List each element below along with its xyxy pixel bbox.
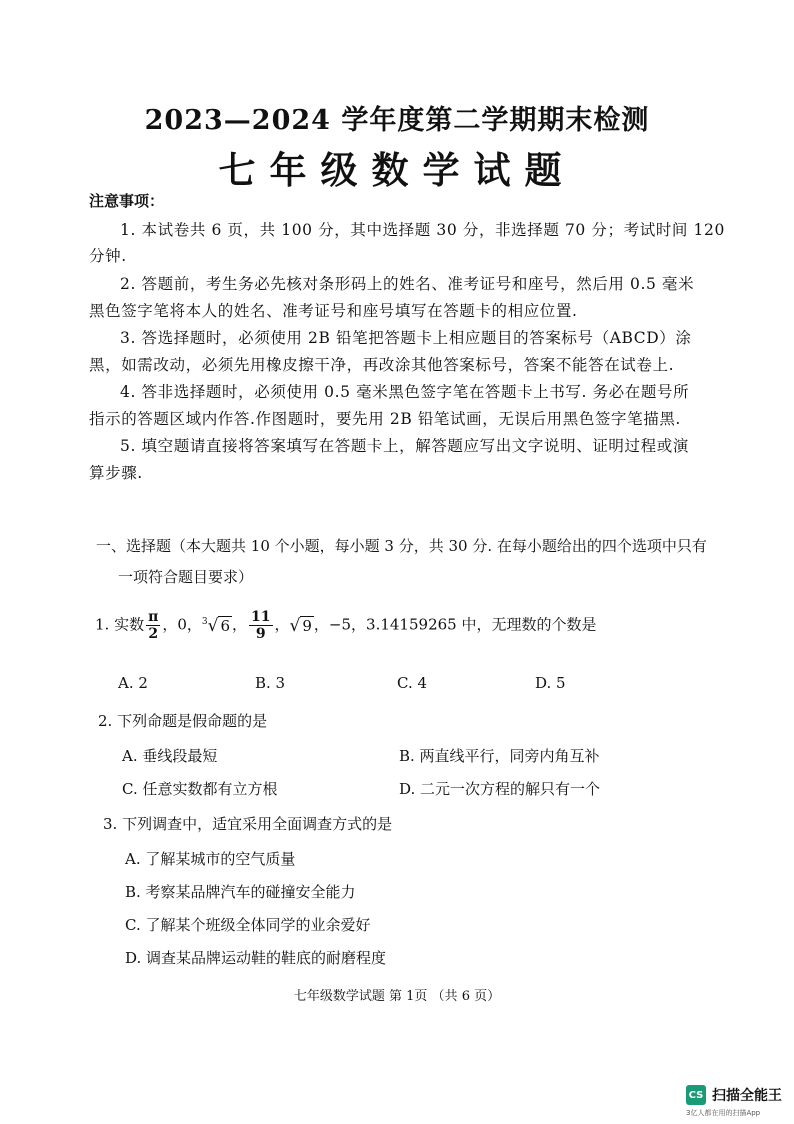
fraction-denominator: 9 [255,626,266,643]
q3-option-b: B. 考察某品牌汽车的碰撞安全能力 [125,883,356,901]
q1-option-b: B. 3 [255,674,286,692]
q1-option-c: C. 4 [397,674,428,692]
q1-prefix: 1. 实数 [95,615,145,634]
q1-suffix: ，−5，3.14159265 中，无理数的个数是 [313,615,597,634]
page-footer: 七年级数学试题 第 1页 （共 6 页） [293,989,501,1004]
q2-option-b: B. 两直线平行，同旁内角互补 [399,747,600,765]
q1-option-d: D. 5 [535,674,566,692]
scanner-watermark [686,1085,782,1105]
notice-line: 3. 答选择题时，必须使用 2B 铅笔把答题卡上相应题目的答案标号（ABCD）涂 [120,329,692,347]
square-root [290,616,314,636]
section-heading: 一、选择题（本大题共 10 个小题，每小题 3 分，共 30 分. 在每小题给出的四个选项中只有 [96,537,707,555]
watermark-name: 扫描全能王 [712,1088,782,1104]
notice-line: 5. 填空题请直接将答案填写在答题卡上，解答题应写出文字说明、证明过程或演 [120,437,689,455]
exam-subject-title: 七年级数学试题 [218,148,576,192]
notice-line: 1. 本试卷共 6 页，共 100 分，其中选择题 30 分，非选择题 70 分；考试时间 120 [120,221,725,239]
notice-line: 黑色签字笔将本人的姓名、准考证号和座号填写在答题卡的相应位置. [89,302,578,320]
q2-option-d: D. 二元一次方程的解只有一个 [399,780,601,798]
fraction-numerator: π [148,609,159,625]
exam-year-title: 2023—2024 学年度第二学期期末检测 [144,105,650,136]
q3-option-d: D. 调查某品牌运动鞋的鞋底的耐磨程度 [125,949,387,967]
pi-over-2-fraction [146,609,160,642]
radical-sign-icon: √ [207,615,219,636]
radical-sign-icon: √ [289,615,301,636]
q2-option-c: C. 任意实数都有立方根 [122,780,278,798]
notice-line: 2. 答题前，考生务必先核对条形码上的姓名、准考证号和座号，然后用 0.5 毫米 [120,275,695,293]
notice-line: 分钟. [89,247,127,265]
radicand: 6 [220,616,231,635]
q1-separator: ，0， [162,615,202,634]
eleven-ninths-fraction [249,609,272,642]
fraction-numerator: 11 [251,609,271,625]
q3-option-c: C. 了解某个班级全体同学的业余爱好 [125,916,371,934]
cube-root [202,616,232,636]
notice-line: 指示的答题区域内作答.作图题时，要先用 2B 铅笔试画，无误后用黑色签字笔描黑. [89,410,681,428]
camscanner-logo-icon: CS [686,1085,706,1105]
radicand: 9 [302,616,312,635]
question-3-stem: 3. 下列调查中，适宜采用全面调查方式的是 [103,815,393,833]
notice-line: 算步骤. [89,464,143,482]
question-1-stem [95,609,596,642]
q1-option-a: A. 2 [118,674,148,692]
section-heading-cont: 一项符合题目要求） [118,568,254,586]
q3-option-a: A. 了解某城市的空气质量 [125,850,296,868]
question-2-stem: 2. 下列命题是假命题的是 [98,712,268,730]
q1-separator: ， [232,615,248,634]
q2-option-a: A. 垂线段最短 [122,747,218,765]
notice-line: 4. 答非选择题时，必须使用 0.5 毫米黑色签字笔在答题卡上书写. 务必在题号所 [120,383,690,401]
notice-heading: 注意事项： [89,192,165,210]
fraction-denominator: 2 [148,626,159,643]
watermark-tagline: 3亿人都在用的扫描App [686,1109,761,1117]
root-index: 3 [201,616,208,627]
notice-line: 黑，如需改动，必须先用橡皮擦干净，再改涂其他答案标号，答案不能答在试卷上. [89,356,675,374]
q1-separator: ， [274,615,290,634]
